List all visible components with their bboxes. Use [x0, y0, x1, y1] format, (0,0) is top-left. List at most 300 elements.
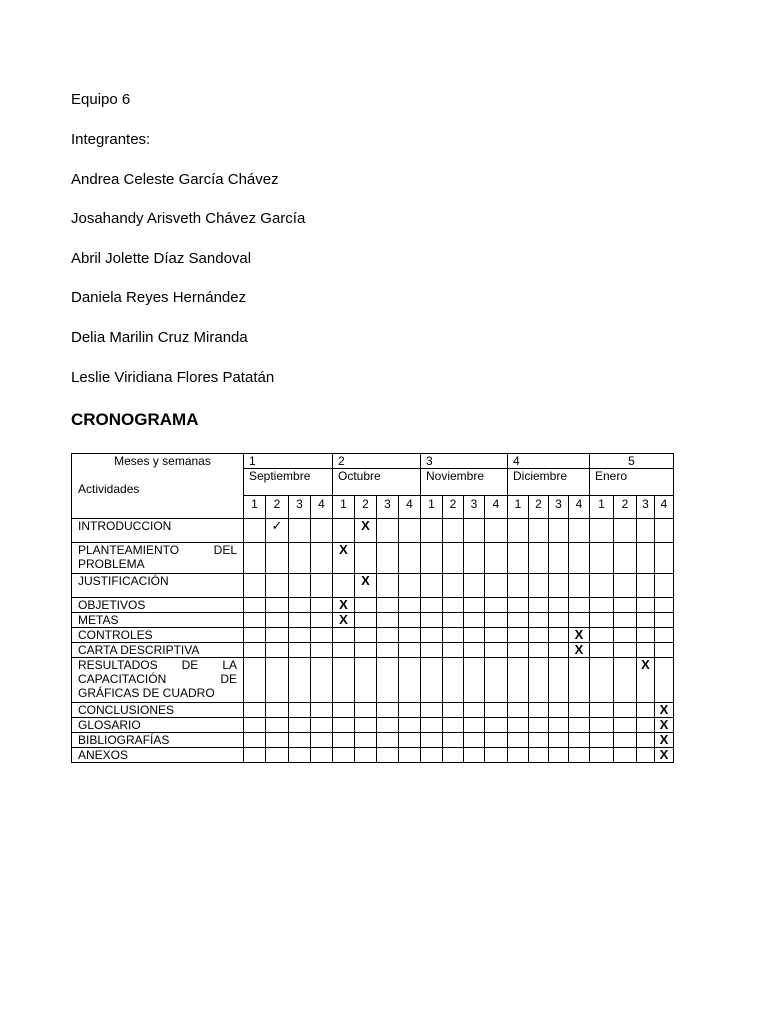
activity-row [72, 543, 674, 574]
activity-name: CARTA DESCRIPTIVA [72, 643, 244, 658]
schedule-cell [399, 658, 421, 703]
activity-name: PLANTEAMIENTO DEL PROBLEMA [72, 543, 244, 574]
schedule-cell [377, 598, 399, 613]
schedule-cell [637, 628, 655, 643]
schedule-cell [289, 703, 311, 718]
schedule-cell [355, 658, 377, 703]
schedule-cell [590, 519, 614, 543]
schedule-cell [464, 543, 485, 574]
schedule-cell [443, 658, 464, 703]
header-activities-label: Actividades [78, 482, 140, 496]
schedule-cell [637, 748, 655, 763]
activity-row [72, 613, 674, 628]
schedule-mark-x: X [355, 574, 377, 598]
schedule-cell [508, 643, 529, 658]
schedule-cell [464, 598, 485, 613]
schedule-cell [655, 658, 674, 703]
schedule-cell [244, 643, 266, 658]
schedule-cell [637, 574, 655, 598]
schedule-mark-x: X [655, 748, 674, 763]
schedule-cell [289, 628, 311, 643]
schedule-mark-check: ✓ [266, 519, 289, 543]
schedule-cell [355, 733, 377, 748]
month-number: 3 [421, 454, 508, 469]
schedule-cell [508, 748, 529, 763]
schedule-cell [333, 658, 355, 703]
activity-name: BIBLIOGRAFÍAS [72, 733, 244, 748]
schedule-cell [244, 658, 266, 703]
schedule-cell [590, 658, 614, 703]
activity-name: ANEXOS [72, 748, 244, 763]
schedule-cell [377, 574, 399, 598]
week-number: 2 [529, 496, 549, 519]
activity-name: JUSTIFICACIÓN [72, 574, 244, 598]
schedule-cell [443, 628, 464, 643]
schedule-cell [655, 574, 674, 598]
schedule-cell [529, 703, 549, 718]
schedule-cell [355, 628, 377, 643]
schedule-cell [311, 628, 333, 643]
schedule-cell [421, 519, 443, 543]
schedule-cell [508, 519, 529, 543]
schedule-cell [399, 598, 421, 613]
schedule-cell [333, 703, 355, 718]
schedule-cell [311, 733, 333, 748]
schedule-cell [421, 543, 443, 574]
members-heading: Integrantes: [71, 131, 151, 148]
section-title: CRONOGRAMA [71, 410, 199, 429]
week-number: 1 [508, 496, 529, 519]
schedule-cell [549, 613, 569, 628]
schedule-cell [266, 718, 289, 733]
schedule-cell [311, 574, 333, 598]
activity-name: CONCLUSIONES [72, 703, 244, 718]
schedule-cell [508, 628, 529, 643]
schedule-cell [399, 748, 421, 763]
schedule-cell [355, 703, 377, 718]
schedule-cell [655, 519, 674, 543]
schedule-cell [399, 733, 421, 748]
header-months-weeks-label: Meses y semanas [114, 454, 211, 468]
schedule-table [71, 453, 674, 763]
schedule-cell [377, 543, 399, 574]
week-number: 3 [289, 496, 311, 519]
schedule-cell [289, 733, 311, 748]
schedule-cell [590, 574, 614, 598]
schedule-cell [508, 598, 529, 613]
schedule-cell [614, 613, 637, 628]
schedule-cell [399, 628, 421, 643]
schedule-cell [637, 519, 655, 543]
schedule-cell [355, 613, 377, 628]
schedule-cell [590, 718, 614, 733]
week-number: 1 [244, 496, 266, 519]
schedule-cell [569, 718, 590, 733]
schedule-cell [377, 628, 399, 643]
schedule-cell [485, 658, 508, 703]
schedule-cell [333, 519, 355, 543]
month-name: Octubre [333, 469, 421, 496]
week-number: 4 [485, 496, 508, 519]
schedule-cell [529, 543, 549, 574]
schedule-cell [569, 613, 590, 628]
activity-row [72, 658, 674, 703]
schedule-cell [443, 613, 464, 628]
schedule-cell [289, 519, 311, 543]
schedule-cell [485, 519, 508, 543]
header-corner-cell [72, 454, 244, 519]
schedule-cell [266, 643, 289, 658]
schedule-mark-x: X [333, 543, 355, 574]
schedule-cell [485, 733, 508, 748]
schedule-mark-x: X [655, 718, 674, 733]
activity-name: GLOSARIO [72, 718, 244, 733]
activity-name: METAS [72, 613, 244, 628]
schedule-cell [508, 613, 529, 628]
schedule-cell [399, 718, 421, 733]
schedule-cell [590, 598, 614, 613]
schedule-cell [443, 519, 464, 543]
schedule-cell [443, 643, 464, 658]
schedule-cell [485, 643, 508, 658]
activity-name: OBJETIVOS [72, 598, 244, 613]
schedule-cell [377, 613, 399, 628]
schedule-cell [421, 613, 443, 628]
schedule-cell [485, 628, 508, 643]
activity-row [72, 598, 674, 613]
schedule-cell [333, 574, 355, 598]
schedule-cell [485, 748, 508, 763]
schedule-cell [549, 598, 569, 613]
schedule-cell [464, 733, 485, 748]
schedule-cell [333, 718, 355, 733]
schedule-mark-x: X [655, 733, 674, 748]
schedule-cell [355, 718, 377, 733]
schedule-cell [244, 748, 266, 763]
schedule-cell [333, 733, 355, 748]
schedule-cell [266, 733, 289, 748]
schedule-cell [549, 643, 569, 658]
schedule-cell [464, 658, 485, 703]
activity-row [72, 628, 674, 643]
schedule-cell [377, 658, 399, 703]
schedule-cell [529, 658, 549, 703]
month-name: Septiembre [244, 469, 333, 496]
schedule-cell [655, 598, 674, 613]
schedule-cell [485, 543, 508, 574]
month-name: Enero [590, 469, 674, 496]
schedule-cell [637, 598, 655, 613]
schedule-cell [637, 643, 655, 658]
schedule-cell [464, 748, 485, 763]
schedule-cell [508, 733, 529, 748]
schedule-cell [590, 628, 614, 643]
schedule-cell [529, 519, 549, 543]
schedule-cell [399, 519, 421, 543]
schedule-cell [311, 543, 333, 574]
schedule-cell [399, 574, 421, 598]
week-number: 3 [549, 496, 569, 519]
schedule-cell [614, 574, 637, 598]
schedule-cell [637, 543, 655, 574]
member-name: Andrea Celeste García Chávez [71, 171, 279, 188]
schedule-cell [464, 703, 485, 718]
schedule-cell [311, 519, 333, 543]
schedule-cell [289, 574, 311, 598]
week-number: 1 [333, 496, 355, 519]
schedule-cell [421, 598, 443, 613]
schedule-cell [289, 658, 311, 703]
schedule-cell [590, 543, 614, 574]
schedule-cell [421, 658, 443, 703]
schedule-cell [377, 703, 399, 718]
schedule-cell [464, 628, 485, 643]
week-number: 4 [569, 496, 590, 519]
schedule-cell [377, 718, 399, 733]
month-number-row [72, 454, 674, 469]
schedule-cell [266, 598, 289, 613]
month-number: 5 [590, 454, 674, 469]
schedule-cell [377, 643, 399, 658]
schedule-cell [569, 543, 590, 574]
schedule-cell [355, 598, 377, 613]
schedule-cell [569, 574, 590, 598]
schedule-cell [289, 748, 311, 763]
schedule-cell [289, 718, 311, 733]
schedule-cell [637, 613, 655, 628]
week-number: 2 [443, 496, 464, 519]
schedule-cell [443, 543, 464, 574]
schedule-cell [614, 598, 637, 613]
schedule-cell [244, 543, 266, 574]
schedule-cell [266, 613, 289, 628]
schedule-cell [311, 718, 333, 733]
activity-row [72, 718, 674, 733]
schedule-cell [421, 703, 443, 718]
schedule-cell [377, 519, 399, 543]
schedule-cell [614, 543, 637, 574]
schedule-cell [377, 748, 399, 763]
activity-row [72, 703, 674, 718]
schedule-cell [244, 718, 266, 733]
schedule-cell [266, 658, 289, 703]
schedule-cell [569, 519, 590, 543]
schedule-cell [637, 733, 655, 748]
schedule-cell [529, 748, 549, 763]
schedule-cell [333, 628, 355, 643]
week-number: 3 [637, 496, 655, 519]
schedule-cell [569, 598, 590, 613]
month-name: Noviembre [421, 469, 508, 496]
schedule-cell [569, 748, 590, 763]
schedule-cell [399, 543, 421, 574]
team-name: Equipo 6 [71, 91, 131, 108]
schedule-cell [244, 574, 266, 598]
schedule-mark-x: X [569, 628, 590, 643]
week-number: 1 [421, 496, 443, 519]
schedule-cell [443, 574, 464, 598]
week-number: 1 [590, 496, 614, 519]
schedule-cell [333, 748, 355, 763]
schedule-cell [614, 519, 637, 543]
schedule-cell [289, 613, 311, 628]
schedule-cell [443, 703, 464, 718]
schedule-cell [569, 733, 590, 748]
schedule-cell [464, 643, 485, 658]
schedule-mark-x: X [637, 658, 655, 703]
schedule-mark-x: X [655, 703, 674, 718]
activity-row [72, 519, 674, 543]
schedule-cell [529, 733, 549, 748]
schedule-cell [529, 628, 549, 643]
schedule-cell [614, 733, 637, 748]
schedule-cell [421, 643, 443, 658]
member-name: Delia Marilin Cruz Miranda [71, 329, 248, 346]
schedule-cell [355, 643, 377, 658]
schedule-cell [464, 519, 485, 543]
schedule-cell [637, 703, 655, 718]
schedule-cell [289, 643, 311, 658]
schedule-cell [485, 574, 508, 598]
schedule-cell [590, 733, 614, 748]
schedule-cell [464, 613, 485, 628]
schedule-cell [590, 748, 614, 763]
month-number: 2 [333, 454, 421, 469]
schedule-cell [485, 718, 508, 733]
schedule-cell [266, 574, 289, 598]
schedule-cell [529, 613, 549, 628]
schedule-cell [549, 543, 569, 574]
schedule-cell [485, 703, 508, 718]
activity-row [72, 748, 674, 763]
schedule-cell [549, 718, 569, 733]
week-number: 4 [399, 496, 421, 519]
week-number: 4 [311, 496, 333, 519]
member-name: Daniela Reyes Hernández [71, 289, 247, 306]
schedule-cell [289, 543, 311, 574]
schedule-mark-x: X [333, 613, 355, 628]
schedule-cell [549, 733, 569, 748]
schedule-mark-x: X [569, 643, 590, 658]
schedule-cell [655, 643, 674, 658]
schedule-cell [421, 574, 443, 598]
activity-row [72, 733, 674, 748]
schedule-cell [529, 643, 549, 658]
schedule-cell [508, 574, 529, 598]
schedule-cell [266, 748, 289, 763]
schedule-cell [464, 718, 485, 733]
schedule-cell [529, 574, 549, 598]
schedule-cell [421, 748, 443, 763]
activity-name: INTRODUCCION [72, 519, 244, 543]
month-number: 4 [508, 454, 590, 469]
schedule-cell [311, 748, 333, 763]
activity-row [72, 643, 674, 658]
schedule-cell [569, 658, 590, 703]
schedule-cell [569, 703, 590, 718]
schedule-cell [399, 613, 421, 628]
schedule-cell [614, 718, 637, 733]
member-name: Josahandy Arisveth Chávez García [71, 210, 306, 227]
member-name: Abril Jolette Díaz Sandoval [71, 250, 252, 267]
schedule-cell [508, 703, 529, 718]
schedule-cell [266, 703, 289, 718]
schedule-cell [508, 543, 529, 574]
schedule-cell [244, 598, 266, 613]
schedule-cell [508, 718, 529, 733]
schedule-cell [244, 703, 266, 718]
schedule-cell [464, 574, 485, 598]
schedule-cell [421, 733, 443, 748]
activity-name: RESULTADOS DE LA CAPACITACIÓN DE GRÁFICAS DE CUADRO [72, 658, 244, 703]
activity-row [72, 574, 674, 598]
schedule-cell [333, 643, 355, 658]
schedule-cell [244, 519, 266, 543]
week-number: 4 [655, 496, 674, 519]
schedule-cell [244, 628, 266, 643]
schedule-cell [529, 718, 549, 733]
schedule-cell [549, 628, 569, 643]
schedule-cell [399, 703, 421, 718]
schedule-cell [311, 643, 333, 658]
schedule-cell [614, 703, 637, 718]
schedule-cell [655, 543, 674, 574]
schedule-cell [421, 628, 443, 643]
week-number: 2 [355, 496, 377, 519]
schedule-cell [549, 519, 569, 543]
schedule-cell [485, 613, 508, 628]
member-name: Leslie Viridiana Flores Patatán [71, 369, 275, 386]
schedule-cell [655, 628, 674, 643]
schedule-cell [289, 598, 311, 613]
week-number: 2 [614, 496, 637, 519]
schedule-cell [549, 658, 569, 703]
schedule-cell [244, 733, 266, 748]
schedule-mark-x: X [355, 519, 377, 543]
schedule-cell [443, 718, 464, 733]
schedule-cell [311, 613, 333, 628]
schedule-cell [244, 613, 266, 628]
schedule-cell [377, 733, 399, 748]
schedule-cell [614, 748, 637, 763]
month-number: 1 [244, 454, 333, 469]
schedule-mark-x: X [333, 598, 355, 613]
schedule-cell [614, 628, 637, 643]
schedule-cell [355, 543, 377, 574]
schedule-cell [443, 598, 464, 613]
week-number: 3 [464, 496, 485, 519]
schedule-cell [443, 748, 464, 763]
schedule-cell [508, 658, 529, 703]
schedule-cell [590, 613, 614, 628]
schedule-cell [311, 598, 333, 613]
schedule-cell [549, 748, 569, 763]
schedule-cell [549, 574, 569, 598]
schedule-cell [655, 613, 674, 628]
week-number: 3 [377, 496, 399, 519]
activity-rows [72, 519, 674, 763]
week-number: 2 [266, 496, 289, 519]
schedule-cell [266, 628, 289, 643]
schedule-cell [529, 598, 549, 613]
month-name: Diciembre [508, 469, 590, 496]
schedule-cell [421, 718, 443, 733]
schedule-cell [266, 543, 289, 574]
schedule-cell [399, 643, 421, 658]
schedule-cell [637, 718, 655, 733]
schedule-cell [311, 658, 333, 703]
schedule-cell [590, 703, 614, 718]
